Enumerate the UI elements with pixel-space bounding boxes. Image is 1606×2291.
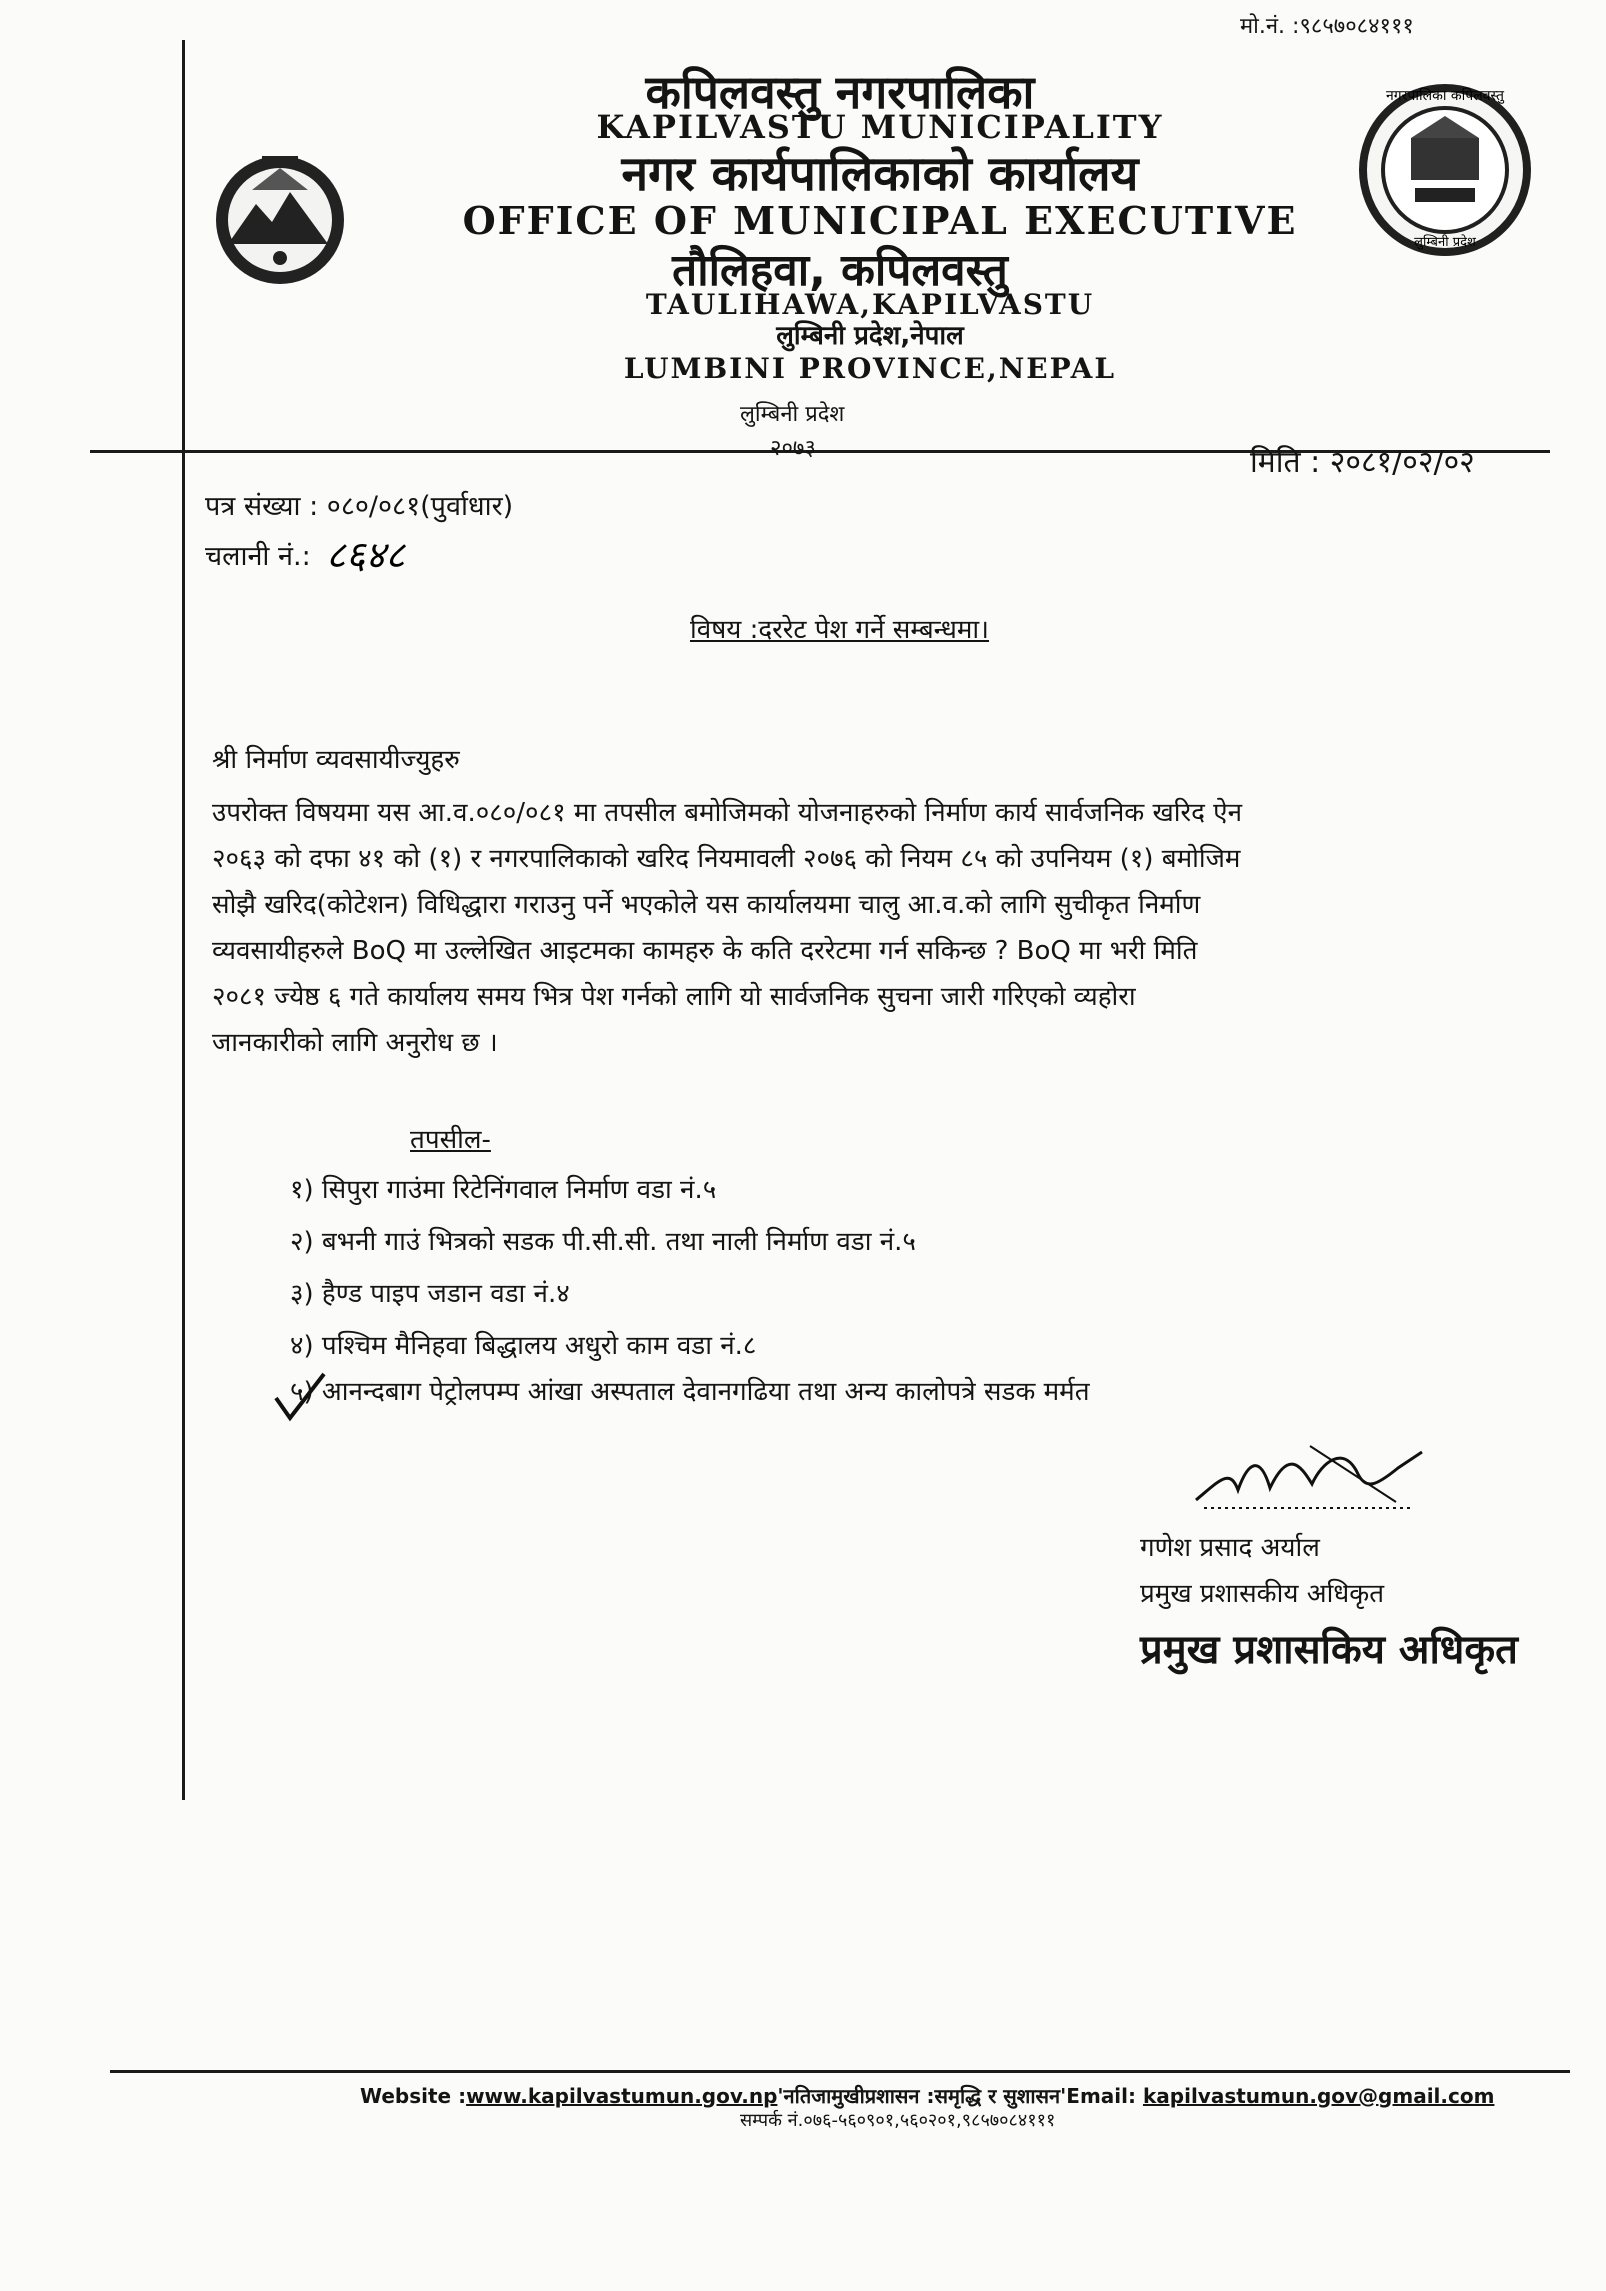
- signatory-title: प्रमुख प्रशासकीय अधिकृत: [1140, 1579, 1385, 1609]
- paragraph-line: व्यवसायीहरुले BoQ मा उल्लेखित आइटमका कामहरु के कति दररेटमा गर्न सकिन्छ ? BoQ मा भरी मिति: [212, 936, 1198, 966]
- dispatch-number-value: ८६४८: [326, 533, 406, 577]
- nepal-emblem-icon: [200, 140, 360, 300]
- signature-icon: [1190, 1410, 1430, 1520]
- salutation: श्री निर्माण व्यवसायीज्युहरु: [212, 745, 460, 775]
- checkmark-icon: [270, 1368, 330, 1428]
- paragraph-line: उपरोक्त विषयमा यस आ.व.०८०/०८१ मा तपसील बमोजिमको योजनाहरुको निर्माण कार्य सार्वजनिक खरिद ऐन: [212, 798, 1242, 828]
- nepali-location-heading: तौलिहवा, कपिलवस्तु: [672, 245, 1008, 296]
- left-margin-rule: [182, 40, 185, 1800]
- list-item: २) बभनी गाउं भित्रको सडक पी.सी.सी. तथा नाली निर्माण वडा नं.५: [290, 1227, 916, 1257]
- paragraph-line: सोझै खरिद(कोटेशन) विधिद्धारा गराउनु पर्ने भएकोले यस कार्यालयमा चालु आ.व.को लागि सुचीकृत निर्माण: [212, 890, 1201, 920]
- list-item: ३) हैण्ड पाइप जडान वडा नं.४: [290, 1279, 570, 1309]
- stamp-text: लुम्बिनी प्रदेश: [740, 402, 845, 427]
- english-office-heading: OFFICE OF MUNICIPAL EXECUTIVE: [462, 198, 1298, 243]
- english-province-heading: LUMBINI PROVINCE,NEPAL: [623, 352, 1117, 385]
- signatory-name: गणेश प्रसाद अर्याल: [1140, 1533, 1320, 1563]
- handwritten-dispatch-number-icon: [320, 524, 460, 584]
- municipality-seal-icon: [1345, 70, 1545, 270]
- dispatch-number-label: चलानी नं.:: [205, 541, 311, 572]
- details-heading: तपसील-: [410, 1125, 491, 1155]
- list-item: १) सिपुरा गाउंमा रिटेनिंगवाल निर्माण वडा नं.५: [290, 1175, 717, 1205]
- letter-number: पत्र संख्या : ०८०/०८१(पुर्वाधार): [205, 491, 514, 522]
- date-text: मिति : २०८१/०२/०२: [1250, 445, 1475, 480]
- website-label: Website :: [360, 2084, 467, 2108]
- english-location-heading: TAULIHAWA,KAPILVASTU: [645, 288, 1095, 321]
- subject-line: विषय :दररेट पेश गर्ने सम्बन्धमा।: [690, 615, 990, 645]
- contact-number: सम्पर्क नं.०७६-५६०९०१,५६०२०१,९८५७०८४१११: [740, 2110, 1056, 2131]
- paragraph-line: जानकारीको लागि अनुरोध छ ।: [212, 1028, 498, 1058]
- footer-contact-line: [360, 2082, 1494, 2109]
- footer-divider: [110, 2070, 1570, 2073]
- signatory-stamp-title: प्रमुख प्रशासकिय अधिकृत: [1140, 1627, 1518, 1673]
- website-link[interactable]: www.kapilvastumun.gov.np: [466, 2084, 778, 2108]
- seal-text: नगरपालिका कपिलवस्तु: [1386, 88, 1504, 104]
- nepali-office-heading: नगर कार्यपालिकाको कार्यालय: [621, 146, 1139, 202]
- nepali-municipality-heading: कपिलवस्तु नगरपालिका: [645, 65, 1035, 119]
- english-municipality-heading: KAPILVASTU MUNICIPALITY: [596, 108, 1164, 146]
- paragraph-line: २०६३ को दफा ४१ को (१) र नगरपालिकाको खरिद नियमावली २०७६ को नियम ८५ को उपनियम (१) बमोजिम: [212, 844, 1241, 874]
- stamp-year: २०७३: [770, 436, 816, 461]
- email-link[interactable]: kapilvastumun.gov@gmail.com: [1142, 2084, 1495, 2108]
- nepali-province-heading: लुम्बिनी प्रदेश,नेपाल: [776, 321, 964, 351]
- seal-bottom-text: लुम्बिनी प्रदेश: [1414, 235, 1476, 250]
- body-paragraph: [212, 790, 1606, 1066]
- mobile-number: मो.नं. :९८५७०८४१११: [1240, 14, 1414, 39]
- paragraph-line: २०८१ ज्येष्ठ ६ गते कार्यालय समय भित्र पेश गर्नको लागि यो सार्वजनिक सुचना जारी गरिएको व्यहोरा: [212, 982, 1136, 1012]
- list-item: ५) आनन्दबाग पेट्रोलपम्प आंखा अस्पताल देवानगढिया तथा अन्य कालोपत्रे सडक मर्मत: [290, 1377, 1090, 1407]
- list-item: ४) पश्चिम मैनिहवा बिद्धालय अधुरो काम वडा नं.८: [290, 1331, 757, 1361]
- email-label: Email:: [1066, 2084, 1136, 2108]
- slogan: 'नतिजामुखीप्रशासन :समृद्धि र सुशासन': [777, 2084, 1067, 2108]
